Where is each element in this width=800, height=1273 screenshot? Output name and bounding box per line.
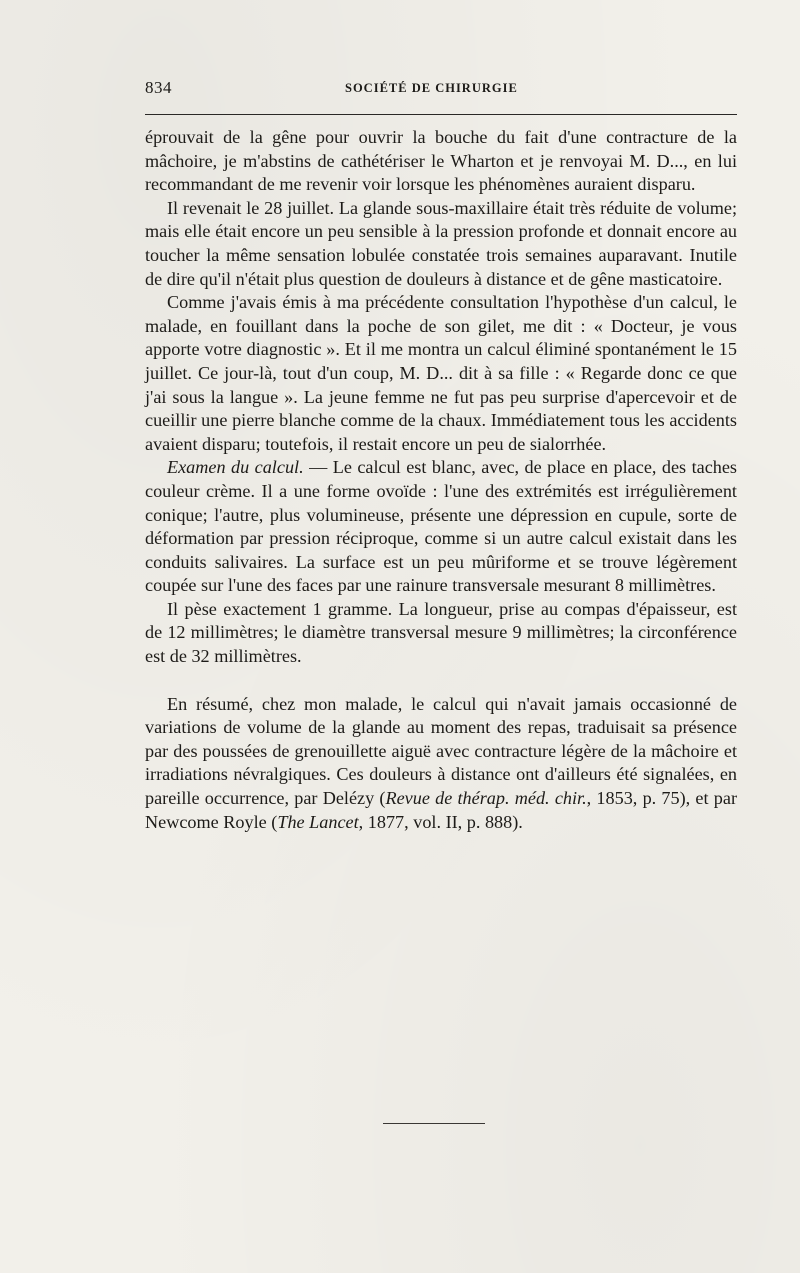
summary-text-c: , 1877, vol. II, p. 888). — [358, 811, 523, 832]
body-text — [145, 126, 737, 834]
reference-lancet: The Lancet — [277, 811, 359, 832]
summary-text-b: , 1853, p. 75), et par Newcome Royle ( — [145, 788, 737, 832]
header-rule — [145, 114, 737, 115]
paragraph-calculus-examination — [145, 456, 737, 598]
paragraph-measurements: Il pèse exactement 1 gramme. La longueur, prise au compas d'épaisseur, est de 12 millimètres; le diamètre transversal mesure 9 millimètres; la circonférence est de 32 millimètres. — [145, 598, 737, 667]
paragraph-calculus-elimination: Comme j'avais émis à ma précédente consultation l'hypothèse d'un calcul, le malade, en fouillant dans la poche de son gilet, me dit : « Docteur, je vous apporte votre diagnostic ». Et il me montra un calcul éliminé spontanément le 15 juillet. Ce jour-là, tout d'un coup, M. D... dit à sa fille : « Regarde donc ce que j'ai sous la langue ». La jeune femme ne fut pas peu surprise d'apercevoir et de cueillir une pierre blanche comme de la chaux. Immédiatement tous les accidents avaient disparu; toutefois, il restait encore un peu de sialorrhée. — [145, 292, 737, 454]
end-rule — [383, 1123, 485, 1124]
section-title-examen: Examen du calcul. — [167, 457, 304, 478]
page-header — [145, 78, 735, 100]
paragraph-summary — [145, 693, 737, 835]
summary-text-a: En résumé, chez mon malade, le calcul qui n'avait jamais occasionné de variations de volume de la glande au moment des repas, traduisait sa présence par des poussées de grenouillette aiguë avec contracture légère de la mâchoire et irradiations névralgiques. Ces douleurs à distance ont d'ailleurs été signalées, en pareille occurrence, par Delézy ( — [145, 693, 737, 809]
page-number: 834 — [145, 78, 172, 97]
paragraph-follow-up-visit: Il revenait le 28 juillet. La glande sous-maxillaire était très réduite de volume; mais elle était encore un peu sensible à la pression profonde et donnait encore au toucher la même sensation lobulée constatée trois semaines auparavant. Inutile de dire qu'il n'était plus question de douleurs à distance et de gêne masticatoire. — [145, 197, 737, 289]
running-head: SOCIÉTÉ DE CHIRURGIE — [345, 81, 518, 95]
paragraph-continuation: éprouvait de la gêne pour ouvrir la bouche du fait d'une contracture de la mâchoire, je m'abstins de cathétériser le Wharton et je renvoyai M. D..., en lui recommandant de me revenir voir lorsque les phénomènes auraient disparu. — [145, 127, 737, 195]
examination-text: — Le calcul est blanc, avec, de place en place, des taches couleur crème. Il a une forme ovoïde : l'une des extrémités est irrégulièrement conique; l'autre, plus volumineuse, présente une dépression en cupule, sorte de déformation par pression réciproque, comme si un autre calcul existait dans les conduits salivaires. La surface est un peu mûriforme et se trouve légèrement coupée sur l'une des faces par une rainure transversale mesurant 8 millimètres. — [145, 457, 738, 596]
reference-revue: Revue de thérap. méd. chir. — [385, 788, 587, 809]
